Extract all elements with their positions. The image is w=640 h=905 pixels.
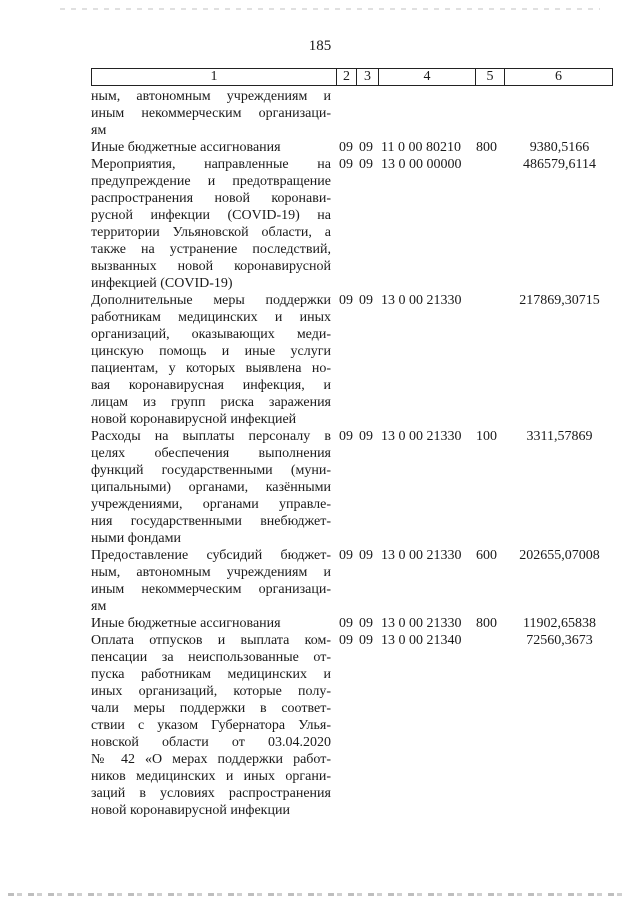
description-line: Иные бюджетные ассигнования (91, 140, 281, 155)
subsection-code: 09 (359, 548, 373, 563)
expense-type-code: 800 (476, 140, 497, 155)
scan-artifact-bottom (8, 893, 628, 896)
row-code (331, 139, 476, 156)
section-code: 09 (339, 157, 353, 172)
target-article-code: 13 0 00 21330 (381, 548, 462, 563)
description-line: чали меры поддержки в соответ- (91, 701, 331, 716)
column-header-1: 1 (92, 69, 337, 85)
description-line: Расходы на выплаты персоналу в (91, 429, 331, 444)
description-line: вызванных новой коронавирусной (91, 259, 331, 274)
table-row (91, 547, 613, 615)
subsection-code: 09 (359, 429, 373, 444)
description-line: ям (91, 599, 107, 614)
amount-value: 3311,57869 (526, 429, 593, 444)
description-line: учреждениями, органами управле- (91, 497, 331, 512)
description-line: работникам медицинских и иных (91, 310, 331, 325)
table-row (91, 139, 613, 156)
amount-value: 486579,6114 (523, 157, 596, 172)
description-line: цинскую помощь и иные услуги (91, 344, 331, 359)
table-row (91, 615, 613, 632)
table-row (91, 632, 613, 819)
description-line: ным, автономным учреждениям и (91, 565, 331, 580)
amount-value: 11902,65838 (523, 616, 596, 631)
table-row (91, 428, 613, 547)
row-description (91, 139, 331, 156)
description-line: целях обеспечения выполнения (91, 446, 331, 461)
row-code (331, 632, 476, 649)
row-code (331, 547, 476, 564)
section-code: 09 (339, 429, 353, 444)
section-code: 09 (339, 293, 353, 308)
column-header-4: 4 (379, 69, 476, 85)
description-line: Мероприятия, направленные на (91, 157, 331, 172)
description-line: ников медицинских и иных органи- (91, 769, 331, 784)
description-line: Предоставление субсидий бюджет- (91, 548, 331, 563)
page-number: 185 (308, 38, 332, 54)
row-description (91, 632, 331, 819)
expense-type-code: 600 (476, 548, 497, 563)
subsection-code: 09 (359, 633, 373, 648)
description-line: пациентам, у которых выявлена но- (91, 361, 331, 376)
row-description (91, 547, 331, 615)
description-line: функций государственными (муни- (91, 463, 331, 478)
description-line: пуска работникам медицинских и (91, 667, 331, 682)
description-line: Дополнительные меры поддержки (91, 293, 331, 308)
row-code (331, 292, 476, 309)
description-line: инфекцией (COVID-19) (91, 276, 233, 291)
subsection-code: 09 (359, 616, 373, 631)
description-line: ям (91, 123, 107, 138)
description-line: предупреждение и предотвращение (91, 174, 331, 189)
description-line: русной инфекции (COVID-19) на (91, 208, 331, 223)
description-line: ния государственными внебюджет- (91, 514, 331, 529)
description-line: лицам из групп риска заражения (91, 395, 331, 410)
column-header-6: 6 (555, 69, 562, 84)
description-line: иным некоммерческим организаци- (91, 582, 331, 597)
budget-table-body (91, 88, 613, 819)
amount-value: 202655,07008 (519, 548, 600, 563)
row-code (331, 156, 476, 173)
table-row (91, 292, 613, 428)
subsection-code: 09 (359, 140, 373, 155)
description-line: ными фондами (91, 531, 182, 546)
description-line: ствии с указом Губернатора Улья- (91, 718, 331, 733)
subsection-code: 09 (359, 157, 373, 172)
target-article-code: 13 0 00 21330 (381, 429, 462, 444)
description-line: пенсации за неиспользованные от- (91, 650, 331, 665)
description-line: ным, автономным учреждениям и (91, 89, 331, 104)
row-code (331, 428, 476, 445)
column-header-2: 2 (337, 69, 357, 85)
row-description (91, 428, 331, 547)
column-header-3: 3 (357, 69, 379, 85)
description-line: № 42 «О мерах поддержки работ- (91, 752, 331, 767)
target-article-code: 11 0 00 80210 (381, 140, 461, 155)
column-header-5: 5 (476, 69, 505, 85)
target-article-code: 13 0 00 21330 (381, 293, 462, 308)
target-article-code: 13 0 00 21330 (381, 616, 462, 631)
description-line: заций в условиях распространения (91, 786, 331, 801)
row-description (91, 156, 331, 292)
amount-value: 217869,30715 (519, 293, 600, 308)
section-code: 09 (339, 633, 353, 648)
section-code: 09 (339, 548, 353, 563)
description-line: распространения новой коронави- (91, 191, 331, 206)
description-line: Оплата отпусков и выплата ком- (91, 633, 331, 648)
amount-value: 72560,3673 (526, 633, 593, 648)
section-code: 09 (339, 140, 353, 155)
row-description (91, 615, 331, 632)
subsection-code: 09 (359, 293, 373, 308)
description-line: организаций, оказывающих меди- (91, 327, 331, 342)
description-line: новской области от 03.04.2020 (91, 735, 331, 750)
expense-type-code: 100 (476, 429, 497, 444)
scan-artifact-top (60, 8, 600, 10)
description-line: вая коронавирусная инфекция, и (91, 378, 331, 393)
description-line: также на устранение последствий, (91, 242, 331, 257)
description-line: иным некоммерческим организаци- (91, 106, 331, 121)
description-line: территории Ульяновской области, а (91, 225, 331, 240)
description-line: Иные бюджетные ассигнования (91, 616, 281, 631)
table-header (91, 68, 613, 86)
description-line: ципальными) органами, казёнными (91, 480, 331, 495)
description-line: новой коронавирусной инфекции (91, 803, 290, 818)
description-line: новой коронавирусной инфекцией (91, 412, 297, 427)
amount-value: 9380,5166 (529, 140, 590, 155)
table-row (91, 156, 613, 292)
target-article-code: 13 0 00 00000 (381, 157, 462, 172)
section-code: 09 (339, 616, 353, 631)
target-article-code: 13 0 00 21340 (381, 633, 462, 648)
row-description (91, 88, 331, 139)
expense-type-code: 800 (476, 616, 497, 631)
row-code (331, 615, 476, 632)
description-line: иных организаций, которые полу- (91, 684, 331, 699)
row-description (91, 292, 331, 428)
table-row (91, 88, 613, 139)
row-code (331, 88, 476, 105)
